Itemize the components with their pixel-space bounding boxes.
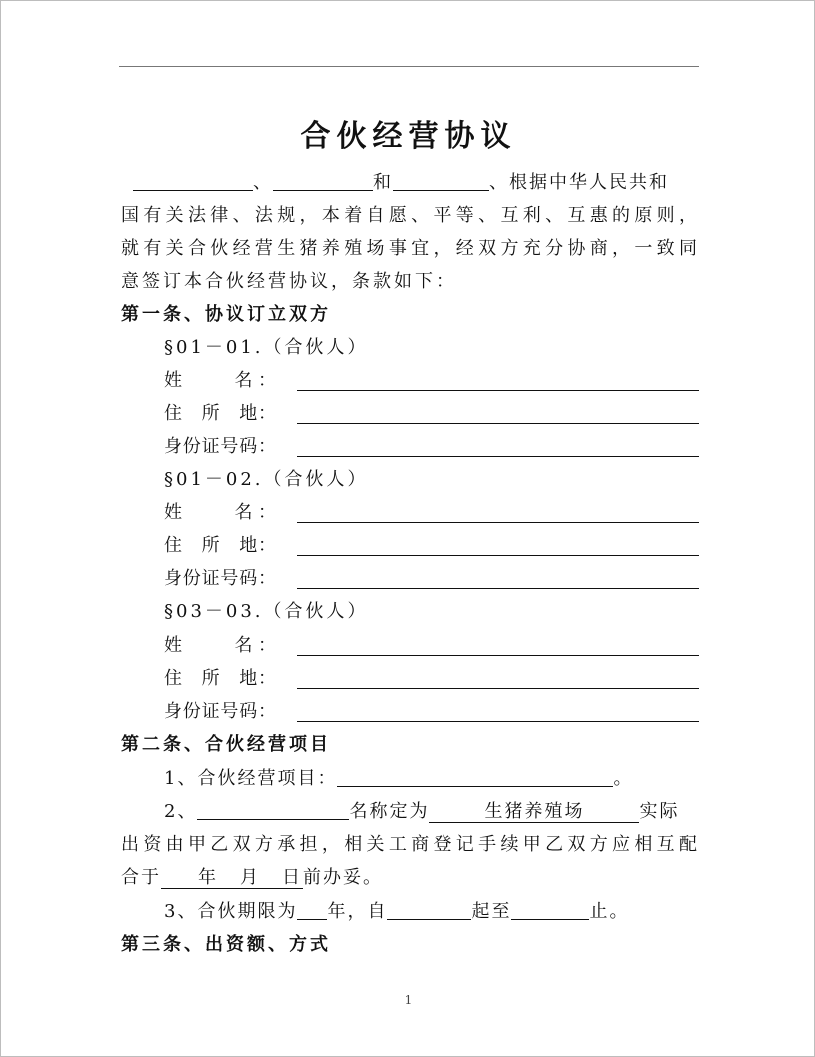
article-2-item-2-line-2: 出资由甲乙双方承担，相关工商登记手续甲乙双方应相互配 [121,834,699,855]
name-label: 姓 名： [164,635,276,656]
party-c-blank[interactable] [393,172,489,191]
partner-3-code: §03－03.（合伙人） [164,601,369,622]
partner-3-address-field[interactable] [297,688,699,689]
partner-3-id-field[interactable] [297,721,699,722]
document-title: 合伙经营协议 [300,119,517,154]
partner-1-code: §01－01.（合伙人） [164,337,369,358]
address-label: 住 所 地： [164,403,276,424]
intro-line-3: 就有关合伙经营生猪养殖场事宜，经双方充分协商，一致同 [121,238,699,259]
partner-2-name-field[interactable] [297,522,699,523]
article-3-heading: 第三条、出资额、方式 [121,934,331,955]
partner-1-id-field[interactable] [297,456,699,457]
end-date-blank[interactable] [511,901,589,920]
party-b-blank[interactable] [273,172,373,191]
partner-2-code: §01－02.（合伙人） [164,469,369,490]
name-label: 姓 名： [164,502,276,523]
address-label: 住 所 地： [164,535,276,556]
intro-line-4: 意签订本合伙经营协议，条款如下： [121,271,457,292]
page-number: 1 [404,993,413,1007]
id-label: 身份证号码： [164,568,276,589]
header-rule [119,66,699,67]
article-2-item-1: 1、合伙经营项目： 。 [164,768,634,789]
partner-2-address-field[interactable] [297,555,699,556]
name-label: 姓 名： [164,370,276,391]
party-a-blank[interactable] [133,172,253,191]
farm-name-value[interactable]: 生猪养殖场 [429,802,639,823]
intro-line-1: 、 和 、根据中华人民共和 [121,172,699,194]
address-label: 住 所 地： [164,668,276,689]
entity-blank[interactable] [197,801,349,820]
article-1-heading: 第一条、协议订立双方 [121,304,331,325]
article-2-item-2: 2、 名称定为 生猪养殖场 实际 [164,801,680,822]
partner-1-address-field[interactable] [297,423,699,424]
article-2-item-2-line-3: 合于 年 月 日 前办妥。 [121,867,383,888]
business-project-blank[interactable] [337,768,613,787]
partner-2-id-field[interactable] [297,588,699,589]
article-2-heading: 第二条、合伙经营项目 [121,734,331,755]
article-2-item-3: 3、合伙期限为 年，自 起至 止。 [164,901,630,922]
id-label: 身份证号码： [164,436,276,457]
id-label: 身份证号码： [164,701,276,722]
partner-3-name-field[interactable] [297,655,699,656]
deadline-date-blank[interactable]: 年 月 日 [161,868,303,889]
intro-line-2: 国有关法律、法规，本着自愿、平等、互利、互惠的原则， [121,205,699,226]
partner-1-name-field[interactable] [297,390,699,391]
term-years-blank[interactable] [297,901,327,920]
start-date-blank[interactable] [387,901,471,920]
